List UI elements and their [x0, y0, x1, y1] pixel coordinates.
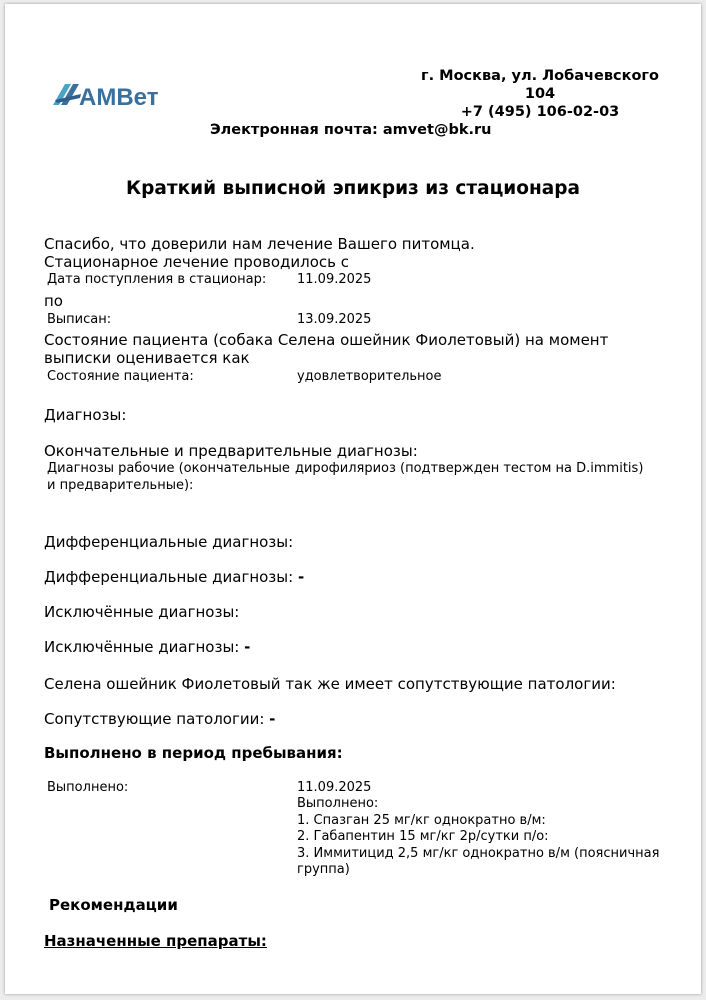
- performed-item: 1. Спазган 25 мг/кг однократно в/м:: [297, 813, 546, 828]
- working-diagnoses-label-line1: Диагнозы рабочие (окончательные: [47, 461, 290, 476]
- excluded-diagnoses-heading: Исключённые диагнозы:: [44, 603, 240, 621]
- clinic-logo: [51, 78, 171, 112]
- condition-text-line2: выписки оценивается как: [44, 349, 250, 367]
- clinic-phone: +7 (495) 106-02-03: [460, 104, 620, 120]
- excluded-diagnoses-value: -: [244, 638, 251, 656]
- comorbid-heading: Селена ошейник Фиолетовый так же имеет сопутствующие патологии:: [44, 675, 616, 693]
- logo-text: AMВет: [79, 84, 159, 111]
- document-page: [5, 4, 701, 994]
- performed-item: группа): [297, 862, 350, 877]
- excluded-diagnoses-line: [44, 638, 250, 656]
- prescribed-drugs-heading: Назначенные препараты:: [44, 932, 267, 950]
- comorbid-line: [44, 710, 275, 728]
- condition-value: удовлетворительное: [297, 369, 442, 384]
- differential-diagnoses-value: -: [297, 568, 305, 586]
- discharge-date: 13.09.2025: [297, 312, 372, 327]
- logo-mark-icon: [51, 78, 171, 112]
- differential-diagnoses-label: Дифференциальные диагнозы:: [44, 568, 294, 586]
- performed-heading: Выполнено в период пребывания:: [44, 744, 343, 762]
- condition-text-line1: Состояние пациента (собака Селена ошейник Фиолетовый) на момент: [44, 331, 609, 349]
- admission-date: 11.09.2025: [297, 272, 372, 287]
- performed-label: Выполнено:: [47, 780, 129, 795]
- final-diagnoses-heading: Окончательные и предварительные диагнозы:: [44, 442, 418, 460]
- performed-date: 11.09.2025: [297, 780, 372, 795]
- working-diagnoses-label-line2: и предварительные):: [47, 478, 194, 493]
- clinic-address-line2: 104: [524, 86, 556, 102]
- performed-item: 2. Габапентин 15 мг/кг 2р/сутки п/о:: [297, 829, 549, 844]
- clinic-address-line1: г. Москва, ул. Лобачевского: [421, 68, 659, 84]
- admission-label: Дата поступления в стационар:: [47, 272, 267, 287]
- period-from-text: Стационарное лечение проводилось с: [44, 253, 350, 271]
- differential-diagnoses-heading: Дифференциальные диагнозы:: [44, 533, 294, 551]
- comorbid-value: -: [269, 710, 276, 728]
- differential-diagnoses-line: [44, 568, 304, 586]
- period-to-text: по: [44, 292, 63, 310]
- excluded-diagnoses-label: Исключённые диагнозы:: [44, 638, 240, 656]
- condition-label: Состояние пациента:: [47, 369, 194, 384]
- performed-subheading: Выполнено:: [297, 796, 379, 811]
- thanks-text: Спасибо, что доверили нам лечение Вашего питомца.: [44, 235, 475, 253]
- working-diagnoses-value: дирофиляриоз (подтвержден тестом на D.immitis): [295, 461, 644, 476]
- comorbid-label: Сопутствующие патологии:: [44, 710, 265, 728]
- diagnoses-heading: Диагнозы:: [44, 406, 127, 424]
- discharge-label: Выписан:: [47, 312, 112, 327]
- recommendations-heading: Рекомендации: [49, 896, 178, 914]
- clinic-email: Электронная почта: amvet@bk.ru: [210, 122, 492, 138]
- document-title: Краткий выписной эпикриз из стационара: [126, 178, 580, 199]
- performed-item: 3. Иммитицид 2,5 мг/кг однократно в/м (поясничная: [297, 846, 660, 861]
